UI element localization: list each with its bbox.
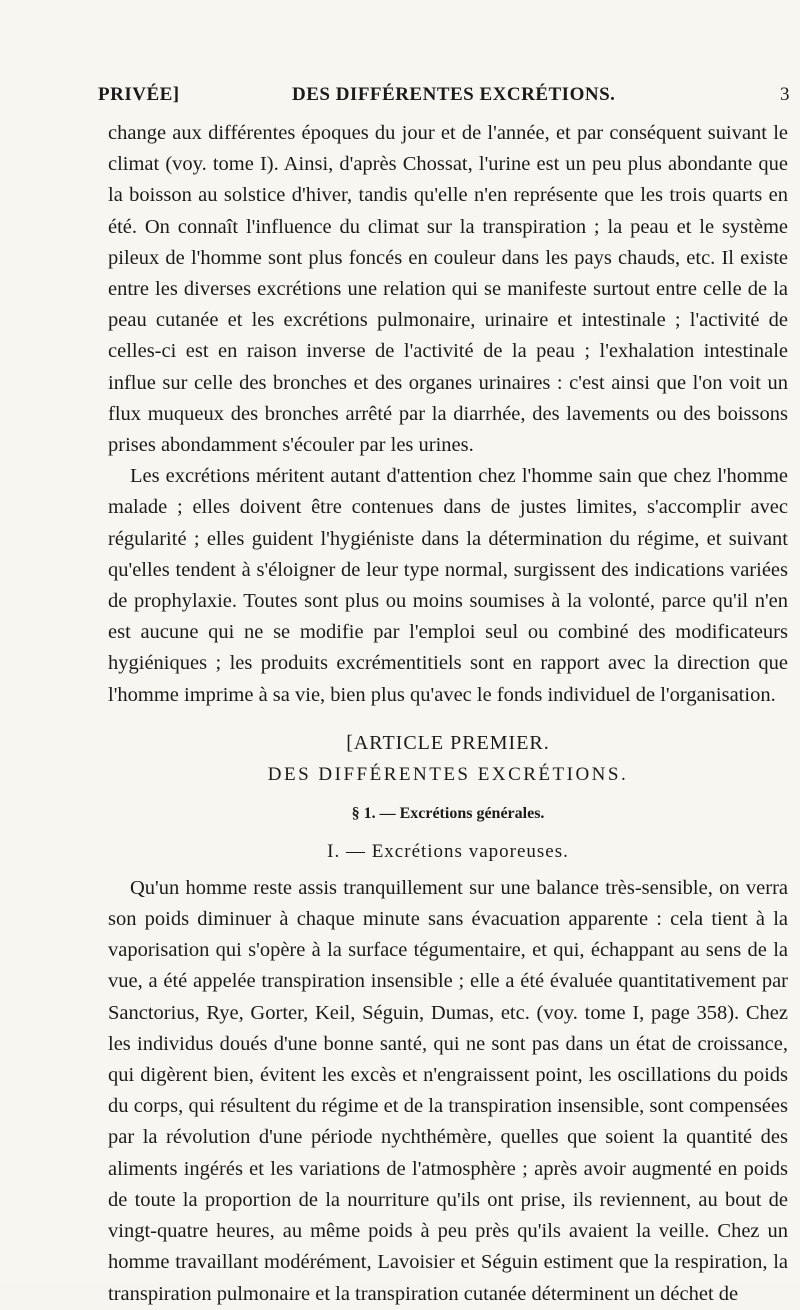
paragraph-vaporous-excretions: Qu'un homme reste assis tranquillement sur une balance très-sensible, on verra son poids diminuer à chaque minute sans évacuation apparente : cela tient à la vaporisation qui s'opère à la surface tégumentaire, et qui, échappant au sens de la vue, a été appelée transpiration insensible ; elle a été évaluée quantitativement par Sanctorius, Rye, Gorter, Keil, Séguin, Dumas, etc. (voy. tome I, page 358). Chez les individus doués d'une bonne santé, qui ne sont pas dans un état de croissance, qui digèrent bien, évitent les excès et n'engraissent point, les oscillations du poids du corps, qui résultent du régime et de la transpiration insensible, sont compensées par la révolution d'une période nychthémère, quelles que soient la quantité des aliments ingérés et les variations de l'atmosphère ; après avoir augmenté en poids de toute la proportion de la nourriture qu'ils ont prise, ils reviennent, au bout de vingt-quatre heures, au même poids à peu près qu'ils avaient la veille. Chez un homme travaillant modérément, Lavoisier et Séguin estiment que la respiration, la transpiration pulmonaire et la transpiration cutanée déterminent un déchet de [108,876,788,1305]
page-body [108,118,788,1310]
subsection-heading: § 1. — Excrétions générales. [351,804,545,822]
section-heading: DES DIFFÉRENTES EXCRÉTIONS. [267,763,629,785]
running-head [98,84,790,108]
running-head-title: DES DIFFÉRENTES EXCRÉTIONS. [292,84,616,105]
paragraph-excretions-attention: Les excrétions méritent autant d'attention chez l'homme sain que chez l'homme malade ; elles doivent être contenues dans de justes limites, s'accomplir avec régularité ; elles guident l'hygiéniste dans la détermination du régime, et suivant qu'elles tendent à s'éloigner de leur type normal, surgissent des indications variées de prophylaxie. Toutes sont plus ou moins soumises à la volonté, parce qu'il n'en est aucune qui ne se modifie par l'emploi seul ou combiné des modificateurs hygiéniques ; les produits excrémentitiels sont en rapport avec la direction que l'homme imprime à sa vie, bien plus qu'avec le fonds individuel de l'organisation. [108,465,788,706]
article-heading: [ARTICLE PREMIER. [346,731,550,754]
paragraph-continued: change aux différentes époques du jour et de l'année, et par conséquent suivant le climat (voy. tome I). Ainsi, d'après Chossat, l'urine est un peu plus abondante que la boisson au solstice d'hiver, tandis qu'elle n'en représente que les trois quarts en été. On connaît l'influence du climat sur la transpiration ; la peau et le système pileux de l'homme sont plus foncés en couleur dans les pays chauds, etc. Il existe entre les diverses excrétions une relation qui se manifeste surtout entre celle de la peau cutanée et les excrétions pulmonaire, urinaire et intestinale ; l'activité de celles-ci est en raison inverse de l'activité de la peau ; l'exhalation intestinale influe sur celle des bronches et des organes urinaires : c'est ainsi que l'on voit un flux muqueux des bronches arrêté par la diarrhée, des lavements ou des boissons prises abondamment s'écouler par les urines. [108,122,788,457]
running-head-left: PRIVÉE] [98,84,180,105]
subsubsection-heading: I. — Excrétions vaporeuses. [327,840,569,862]
page-number: 3 [780,84,790,105]
